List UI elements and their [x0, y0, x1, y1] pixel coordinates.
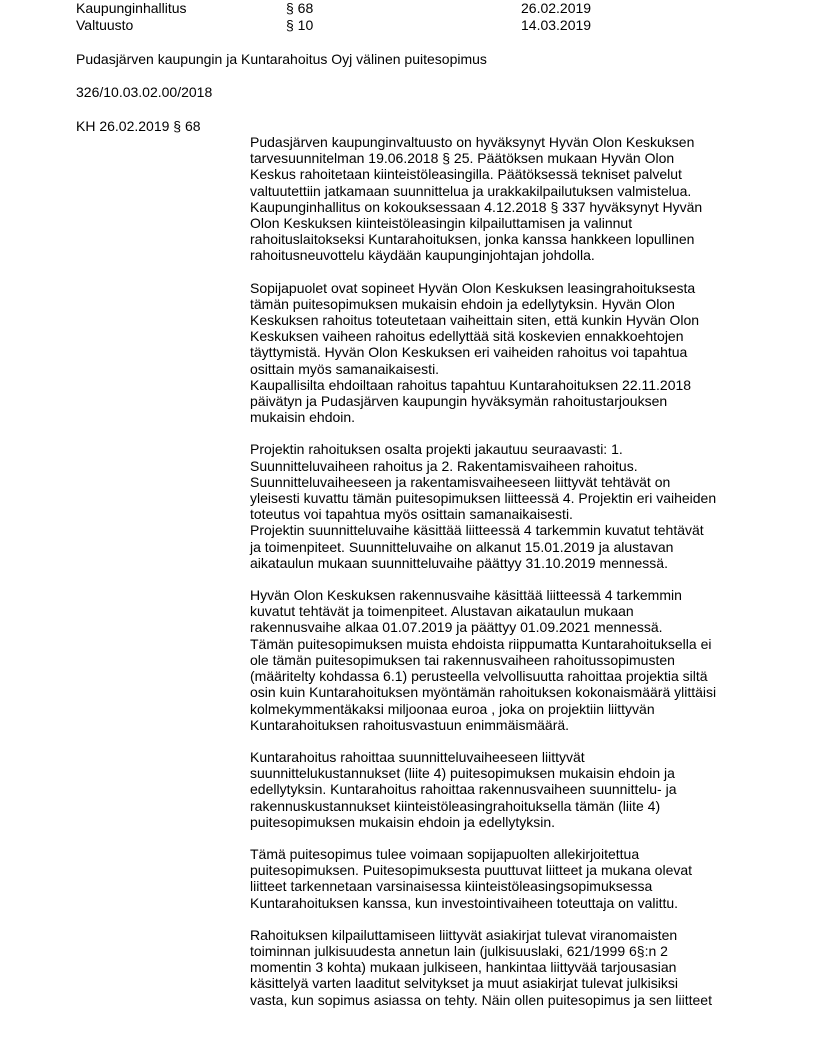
text-line: ja toimenpiteet. Suunnitteluvaihe on alkanut 15.01.2019 ja alustavan: [250, 538, 674, 555]
text-line: tämän puitesopimuksen mukaisin ehdoin ja edellytyksin. Hyvän Olon: [250, 295, 675, 312]
text-line: vasta, kun sopimus asiassa on tehty. Näin ollen puitesopimus ja sen liitteet: [250, 991, 712, 1008]
text-line: mukaisin ehdoin.: [250, 409, 356, 426]
text-line: Sopijapuolet ovat sopineet Hyvän Olon Keskuksen leasingrahoituksesta: [250, 279, 696, 296]
paragraph-3: [250, 441, 750, 571]
paragraph-2: [250, 280, 750, 426]
text-line: ole tämän puitesopimuksen tai rakennusvaiheen rahoitussopimusten: [250, 651, 675, 668]
text-line: Keskus rahoitetaan kiinteistöleasingilla. Päätöksessä tekniset palvelut: [250, 166, 682, 183]
paragraph-7: [250, 927, 750, 1008]
text-line: momentin 3 kohta) mukaan julkiseen, hankintaa liittyvää tarjousasian: [250, 959, 677, 976]
text-line: Kaupunginhallitus on kokouksessaan 4.12.2018 § 337 hyväksynyt Hyvän: [250, 198, 703, 215]
decision-body: Kaupunginhallitus: [76, 0, 187, 16]
header-row-valtuusto: [76, 17, 796, 34]
document-body: [250, 134, 750, 1024]
text-line: yleisesti kuvattu tämän puitesopimuksen liitteessä 4. Projektin eri vaiheiden: [250, 490, 717, 507]
text-line: Suunnitteluvaiheeseen ja rakentamisvaiheeseen liittyvät tehtävät on: [250, 473, 671, 490]
text-line: rahoituslaitokseksi Kuntarahoituksen, jonka kanssa hankkeen lopullinen: [250, 231, 695, 248]
text-line: suunnittelukustannukset (liite 4) puitesopimuksen mukaisin ehdoin ja: [250, 765, 675, 782]
paragraph-4: [250, 587, 750, 733]
text-line: Keskuksen vaiheen rahoitus edellyttää sitä koskevien ennakkoehtojen: [250, 328, 684, 345]
text-line: Keskuksen rahoitus toteutetaan vaiheittain siten, että kunkin Hyvän Olon: [250, 312, 700, 329]
text-line: osin kuin Kuntarahoituksen myöntämän rahoituksen kokonaismäärä ylittäisi: [250, 684, 717, 701]
text-line: Kuntarahoituksen kanssa, kun investointivaiheen toteuttaja on valittu.: [250, 894, 679, 911]
text-line: tarvesuunnitelman 19.06.2018 § 25. Päätöksen mukaan Hyvän Olon: [250, 150, 675, 167]
text-line: Kaupallisilta ehdoiltaan rahoitus tapahtuu Kuntarahoituksen 22.11.2018: [250, 376, 692, 393]
text-line: Suunnitteluvaiheen rahoitus ja 2. Rakentamisvaiheen rahoitus.: [250, 457, 638, 474]
text-line: valtuutettiin jatkamaan suunnittelua ja urakkakilpailutuksen valmistelua.: [250, 182, 692, 199]
text-line: liitteet tarkennetaan varsinaisessa kiinteistöleasingsopimuksessa: [250, 878, 653, 895]
section-number: § 68: [286, 0, 314, 16]
header-row-kaupunginhallitus: [76, 0, 796, 17]
meeting-date: 26.02.2019: [521, 0, 592, 16]
text-line: kuvatut tehtävät ja toimenpiteet. Alustavan aikataulun mukaan: [250, 603, 634, 620]
section-number: § 10: [286, 17, 314, 33]
text-line: puitesopimuksen mukaisin ehdoin ja edellytyksin.: [250, 813, 556, 830]
text-line: rakennusvaihe alkaa 01.07.2019 ja päättyy 01.09.2021 mennessä.: [250, 619, 663, 636]
text-line: toiminnan julkisuudesta annetun lain (julkisuuslaki, 621/1999 6§:n 2: [250, 942, 668, 959]
document-title: Pudasjärven kaupungin ja Kuntarahoitus Oyj välinen puitesopimus: [76, 51, 487, 67]
text-line: päivätyn ja Pudasjärven kaupungin hyväksymän rahoitustarjouksen: [250, 393, 668, 410]
text-line: puitesopimuksen. Puitesopimuksesta puuttuvat liitteet ja mukana olevat: [250, 862, 693, 879]
text-line: (määritelty kohdassa 6.1) perusteella velvollisuutta rahoittaa projektia siltä: [250, 668, 708, 685]
text-line: kolmekymmentäkaksi miljoonaa euroa , joka on projektiin liittyvän: [250, 700, 655, 717]
text-line: Hyvän Olon Keskuksen rakennusvaihe käsittää liitteessä 4 tarkemmin: [250, 587, 682, 604]
text-line: aikataulun mukaan suunnitteluvaihe päättyy 31.10.2019 mennessä.: [250, 554, 668, 571]
record-number: 326/10.03.02.00/2018: [76, 84, 213, 100]
text-line: osittain myös samanaikaisesti.: [250, 360, 440, 377]
paragraph-6: [250, 846, 750, 911]
text-line: rakennuskustannukset kiinteistöleasingrahoituksella tämän (liite 4): [250, 797, 661, 814]
paragraph-1: [250, 134, 750, 264]
text-line: Pudasjärven kaupunginvaltuusto on hyväksynyt Hyvän Olon Keskuksen: [250, 134, 695, 150]
text-line: täyttymistä. Hyvän Olon Keskuksen eri vaiheiden rahoitus voi tapahtua: [250, 344, 688, 361]
decision-body: Valtuusto: [76, 17, 134, 33]
text-line: Olon Keskuksen kiinteistöleasingin kilpailuttamisen ja valinnut: [250, 215, 633, 232]
meeting-date: 14.03.2019: [521, 17, 592, 33]
text-line: rahoitusneuvottelu käydään kaupunginjohtajan johdolla.: [250, 247, 595, 264]
text-line: Projektin rahoituksen osalta projekti jakautuu seuraavasti: 1.: [250, 441, 623, 458]
text-line: Projektin suunnitteluvaihe käsittää liitteessä 4 tarkemmin kuvatut tehtävät: [250, 522, 704, 539]
kh-reference: KH 26.02.2019 § 68: [76, 118, 201, 134]
text-line: toteutus voi tapahtua myös osittain samanaikaisesti.: [250, 506, 573, 523]
text-line: Tämä puitesopimus tulee voimaan sopijapuolten allekirjoitettua: [250, 845, 640, 862]
paragraph-5: [250, 749, 750, 830]
text-line: Rahoituksen kilpailuttamiseen liittyvät asiakirjat tulevat viranomaisten: [250, 926, 678, 943]
text-line: Kuntarahoitus rahoittaa suunnitteluvaiheeseen liittyvät: [250, 748, 585, 765]
text-line: Tämän puitesopimuksen muista ehdoista riippumatta Kuntarahoituksella ei: [250, 635, 712, 652]
text-line: käsittelyä varten laaditut selvitykset ja muut asiakirjat tulevat julkisiksi: [250, 975, 678, 992]
text-line: Kuntarahoituksen rahoitusvastuun enimmäismäärä.: [250, 716, 570, 733]
text-line: edellytyksin. Kuntarahoitus rahoittaa rakennusvaiheen suunnittelu- ja: [250, 781, 677, 798]
